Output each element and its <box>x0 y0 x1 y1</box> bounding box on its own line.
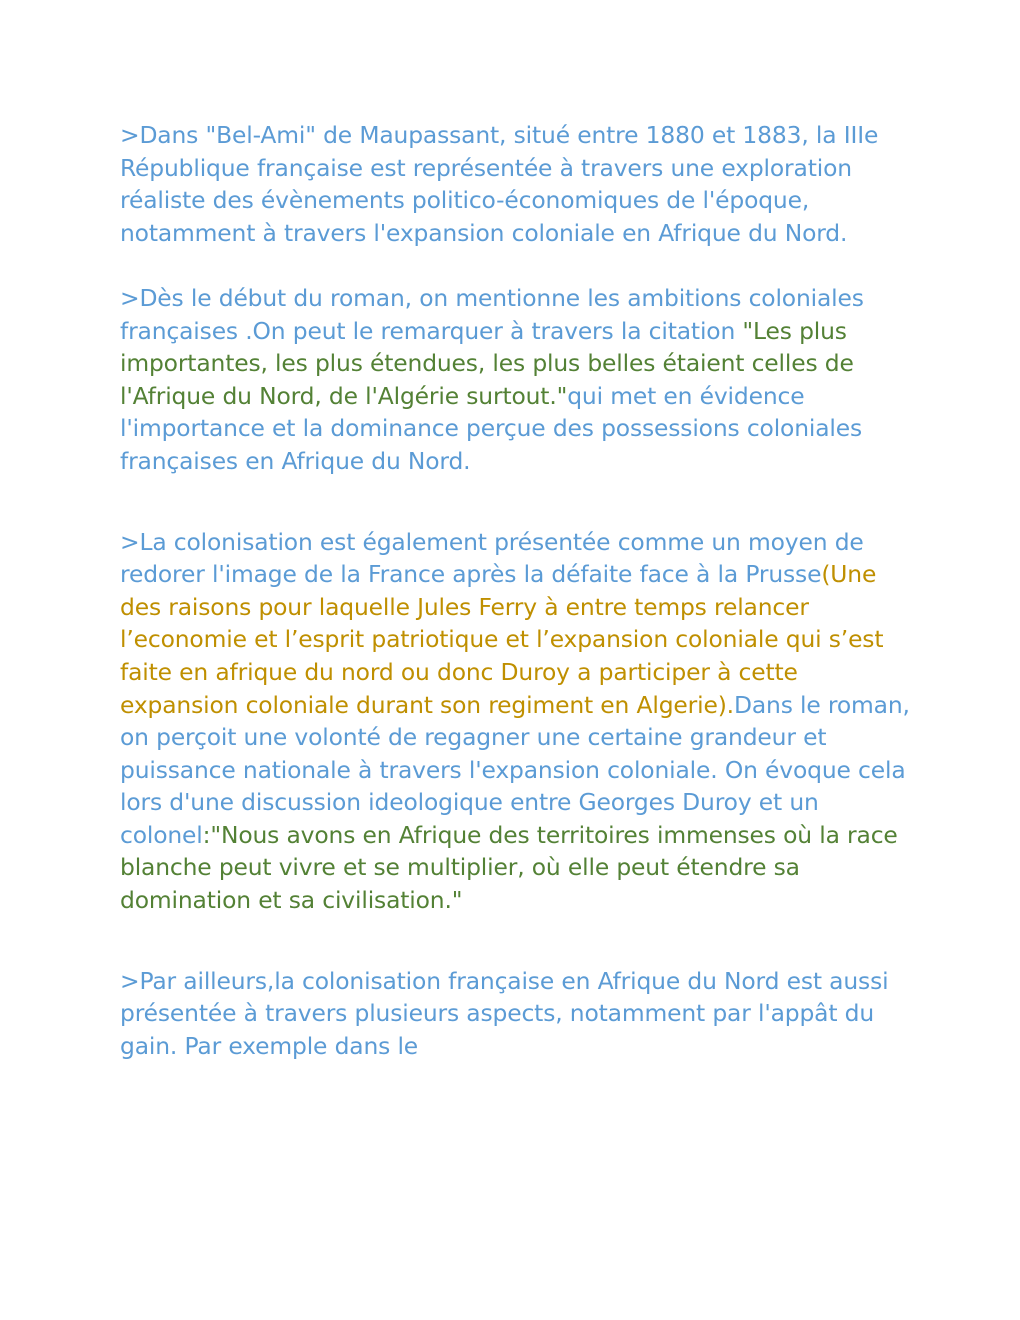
paragraph-spacer <box>120 478 910 526</box>
body-text: >La colonisation est également présentée comme un moyen de redorer l'image de la France après la défaite face à la Prusse <box>120 527 864 589</box>
paragraph-redorer <box>120 526 910 917</box>
paragraph-intro <box>120 119 910 249</box>
body-text: >Par ailleurs,la colonisation française en Afrique du Nord est aussi présentée à travers plusieurs aspects, notamment par l'appât du gain. Par exemple dans le <box>120 966 889 1060</box>
aside-text: (Une des raisons pour laquelle Jules Ferry à entre temps relancer l’economie et l’esprit patriotique et l’expansion coloniale qui s’est faite en afrique du nord ou donc Duroy a participer à cette expansion coloniale durant son regiment en Algerie). <box>120 560 884 719</box>
paragraph-ambitions <box>120 282 910 478</box>
body-text: Dans le roman, on perçoit une volonté de regagner une certaine grandeur et puissance nationale à travers l'expansion coloniale. On évoque cela lors d'une discussion ideologique entre Georges Duroy et un colonel <box>120 690 910 849</box>
paragraph-appat-du-gain <box>120 965 910 1063</box>
paragraph-spacer <box>120 249 910 282</box>
body-text: >Dans "Bel-Ami" de Maupassant, situé entre 1880 et 1883, la IIIe République française est représentée à travers une exploration réaliste des évènements politico-économiques de l'époque, notamment à travers l'expansion coloniale en Afrique du Nord. <box>120 121 879 247</box>
body-text: qui met en évidence l'importance et la dominance perçue des possessions coloniales françaises en Afrique du Nord. <box>120 381 863 475</box>
body-text: >Dès le début du roman, on mentionne les ambitions coloniales françaises .On peut le remarquer à travers la citation <box>120 283 864 345</box>
quotation-text: "Les plus importantes, les plus étendues, les plus belles étaient celles de l'Afrique du Nord, de l'Algérie surtout." <box>120 316 854 410</box>
quotation-text: :"Nous avons en Afrique des territoires immenses où la race blanche peut vivre et se multiplier, où elle peut étendre sa domination et sa civilisation." <box>120 820 898 915</box>
document-page <box>120 119 910 1062</box>
paragraph-spacer <box>120 917 910 965</box>
